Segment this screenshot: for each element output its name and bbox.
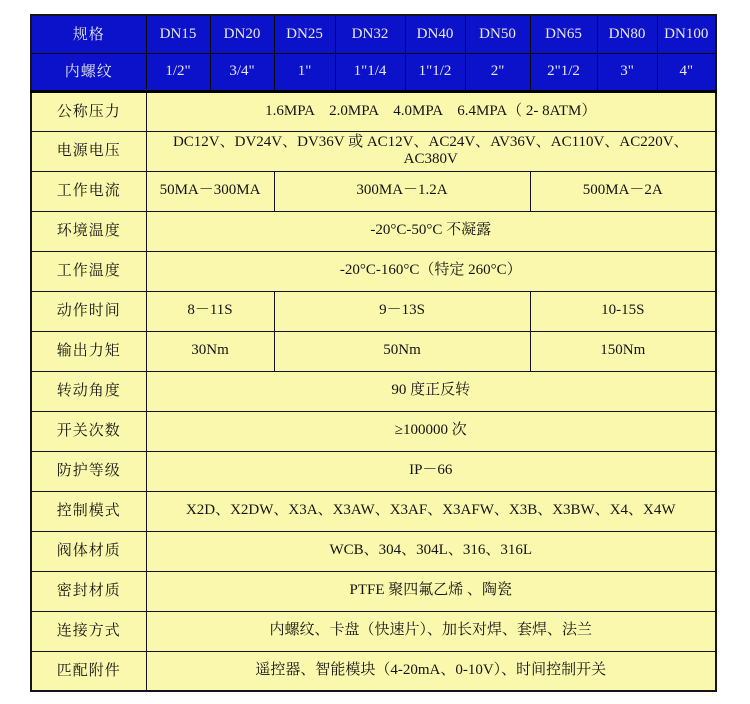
spec-value: 50MA－300MA: [146, 171, 274, 211]
row-label: 密封材质: [31, 571, 146, 611]
row-supply-voltage: [31, 131, 716, 171]
spec-value: 10-15S: [530, 291, 716, 331]
row-ambient-temperature: [31, 211, 716, 251]
spec-value: PTFE 聚四氟乙烯 、陶瓷: [146, 571, 716, 611]
spec-value: 1.6MPA 2.0MPA 4.0MPA 6.4MPA（ 2- 8ATM）: [146, 91, 716, 131]
spec-value: 150Nm: [530, 331, 716, 371]
header-label-size: 规格: [31, 15, 146, 53]
row-protection-rating: [31, 451, 716, 491]
thread-cell: 1": [274, 53, 335, 91]
thread-cell: 1"1/2: [405, 53, 465, 91]
row-nominal-pressure: [31, 91, 716, 131]
header-cell-dn100: DN100: [657, 15, 716, 53]
row-output-torque: [31, 331, 716, 371]
spec-value: -20°C-50°C 不凝露: [146, 211, 716, 251]
header-cell-dn32: DN32: [335, 15, 405, 53]
spec-value: 90 度正反转: [146, 371, 716, 411]
spec-value: ≥100000 次: [146, 411, 716, 451]
header-cell-dn80: DN80: [597, 15, 657, 53]
row-body-material: [31, 531, 716, 571]
spec-value: 500MA－2A: [530, 171, 716, 211]
row-label: 电源电压: [31, 131, 146, 171]
header-cell-dn25: DN25: [274, 15, 335, 53]
thread-cell: 2"1/2: [530, 53, 597, 91]
header-cell-dn20: DN20: [210, 15, 274, 53]
spec-value: 300MA－1.2A: [274, 171, 530, 211]
row-control-mode: [31, 491, 716, 531]
row-label: 控制模式: [31, 491, 146, 531]
header-row-size: [31, 15, 716, 53]
spec-value: 9－13S: [274, 291, 530, 331]
row-switch-cycles: [31, 411, 716, 451]
spec-value: 30Nm: [146, 331, 274, 371]
row-matching-accessories: [31, 651, 716, 691]
row-working-current: [31, 171, 716, 211]
row-label: 转动角度: [31, 371, 146, 411]
spec-value: 8－11S: [146, 291, 274, 331]
row-label: 匹配附件: [31, 651, 146, 691]
header-label-thread: 内螺纹: [31, 53, 146, 91]
thread-cell: 2": [465, 53, 530, 91]
row-label: 输出力矩: [31, 331, 146, 371]
spec-value: -20°C-160°C（特定 260°C）: [146, 251, 716, 291]
thread-cell: 4": [657, 53, 716, 91]
thread-cell: 3/4": [210, 53, 274, 91]
row-connection-type: [31, 611, 716, 651]
spec-value: 内螺纹、卡盘（快速片）、加长对焊、套焊、法兰: [146, 611, 716, 651]
thread-cell: 1"1/4: [335, 53, 405, 91]
row-label: 连接方式: [31, 611, 146, 651]
spec-value: 遥控器、智能模块（4-20mA、0-10V）、时间控制开关: [146, 651, 716, 691]
row-label: 动作时间: [31, 291, 146, 331]
row-label: 开关次数: [31, 411, 146, 451]
thread-cell: 1/2": [146, 53, 210, 91]
row-label: 防护等级: [31, 451, 146, 491]
row-label: 阀体材质: [31, 531, 146, 571]
spec-value: 50Nm: [274, 331, 530, 371]
header-cell-dn65: DN65: [530, 15, 597, 53]
row-label: 工作电流: [31, 171, 146, 211]
thread-cell: 3": [597, 53, 657, 91]
spec-value: WCB、304、304L、316、316L: [146, 531, 716, 571]
header-cell-dn15: DN15: [146, 15, 210, 53]
row-seal-material: [31, 571, 716, 611]
row-label: 公称压力: [31, 91, 146, 131]
spec-table: [30, 14, 717, 692]
spec-value: X2D、X2DW、X3A、X3AW、X3AF、X3AFW、X3B、X3BW、X4、X4W: [146, 491, 716, 531]
row-label: 工作温度: [31, 251, 146, 291]
spec-value: DC12V、DV24V、DV36V 或 AC12V、AC24V、AV36V、AC110V、AC220V、AC380V: [146, 131, 716, 171]
spec-value: IP－66: [146, 451, 716, 491]
header-cell-dn40: DN40: [405, 15, 465, 53]
row-action-time: [31, 291, 716, 331]
row-rotation-angle: [31, 371, 716, 411]
header-cell-dn50: DN50: [465, 15, 530, 53]
row-working-temperature: [31, 251, 716, 291]
header-row-thread: [31, 53, 716, 91]
row-label: 环境温度: [31, 211, 146, 251]
